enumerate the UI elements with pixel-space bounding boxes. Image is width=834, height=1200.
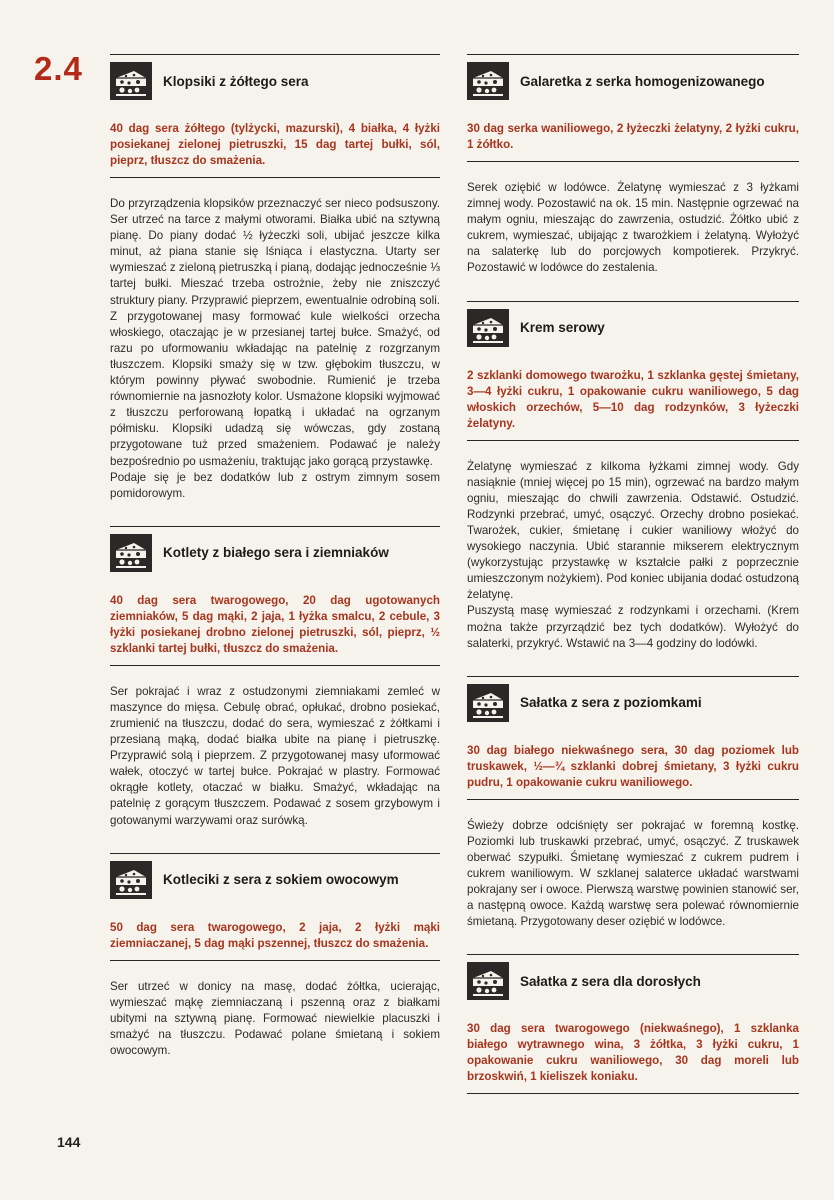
recipe-ingredients: 30 dag białego niekwaśnego sera, 30 dag poziomek lub truskawek, ½—¾ szklanki dobrej śmietany, 3 łyżki cukru pudru, 1 opakowanie cukru waniliowego. [467, 743, 799, 800]
recipe-ingredients: 30 dag sera twarogowego (niekwaśnego), 1 szklanka białego wytrawnego wina, 3 żółtka, 3 łyżki cukru, 1 opakowanie cukru waniliowego, 30 dag moreli lub brzoskwiń, 1 kieliszek koniaku. [467, 1021, 799, 1094]
divider [467, 301, 799, 302]
cheese-icon [467, 684, 509, 722]
recipe-title: Galaretka z serka homogenizowanego [520, 73, 765, 89]
divider [110, 526, 440, 527]
recipe-header [110, 533, 440, 573]
method-paragraph: Żelatynę wymieszać z kilkoma łyżkami zimnej wody. Gdy nasiąknie (mniej więcej po 15 min), ogrzewać na bardzo małym ogniu, mieszając do chwili zawrzenia. Odstawić. Ostudzić. Rodzynki przebrać, umyć, osączyć. Orzechy drobno posiekać. Twarożek, cukier, śmietanę i cukier waniliowy włożyć do wysokiego naczynia. Ubić starannie mikserem elektrycznym (wykorzystując przystawkę w kształcie pałki z poprzecznie umieszczonym nożykiem). Pod koniec ubijania dodać ostudzoną żelatynę. [467, 459, 799, 602]
recipe-method [110, 979, 440, 1059]
method-paragraph: Świeży dobrze odciśnięty ser pokrajać w foremną kostkę. Poziomki lub truskawki przebrać, umyć, osączyć. Z truskawek oberwać szypułki. Śmietanę wymieszać z cukrem pudrem i cukrem waniliowym. W szklanej salaterce układać warstwami pokrajany ser i owoce. Pierwszą warstwę powinien stanowić ser, a następną owoce. Każdą warstwę sera polewać równomiernie śmietaną. Przygotowany deser oziębić w lodówce. [467, 818, 799, 929]
method-paragraph: Ser pokrajać i wraz z ostudzonymi ziemniakami zemleć w maszynce do mięsa. Cebulę obrać, opłukać, drobno posiekać, zrumienić na tłuszczu, dodać do sera, wymieszać z żółtkami i przesianą mąką, dodać białka ubite na pianę i pietruszkę. Przyprawić solą i pieprzem. Z przygotowanej masy uformować wałek, otoczyć w tartej bułce. Pokrajać w plastry. Formować okrągłe kotlety, otaczać w białku. Smażyć, wkładając na patelnię z gorącym tłuszczem. Podawać z sosem grzybowym i gotowanymi warzywami oraz surówką. [110, 684, 440, 827]
divider [467, 676, 799, 677]
right-column [467, 54, 799, 1118]
right-recipe-1 [467, 301, 799, 652]
left-column [110, 54, 440, 1083]
recipe-ingredients: 30 dag serka waniliowego, 2 łyżeczki żelatyny, 2 łyżki cukru, 1 żółtko. [467, 121, 799, 162]
recipe-title: Krem serowy [520, 320, 605, 336]
left-recipe-1 [110, 526, 440, 829]
recipe-ingredients: 2 szklanki domowego twarożku, 1 szklanka gęstej śmietany, 3—4 łyżki cukru, 1 opakowanie cukru waniliowego, 5 dag włoskich orzechów, 5—10 dag rodzynków, 3 łyżeczki żelatyny. [467, 368, 799, 441]
left-recipe-0 [110, 54, 440, 502]
right-recipe-3 [467, 954, 799, 1094]
cheese-icon [110, 534, 152, 572]
recipe-ingredients: 50 dag sera twarogowego, 2 jaja, 2 łyżki mąki ziemniaczanej, 5 dag mąki pszennej, tłuszcz do smażenia. [110, 920, 440, 961]
method-paragraph: Podaje się je bez dodatków lub z ostrym zimnym sosem pomidorowym. [110, 470, 440, 500]
recipe-title: Sałatka z sera z poziomkami [520, 695, 702, 711]
recipe-header [467, 683, 799, 723]
cheese-icon [467, 309, 509, 347]
right-recipe-0 [467, 54, 799, 277]
recipe-method [467, 180, 799, 277]
method-paragraph: Do przyrządzenia klopsików przeznaczyć ser nieco podsuszony. Ser utrzeć na tarce z małymi otworami. Białka ubić na sztywną pianę. Do piany dodać ½ łyżeczki soli, ubijać jeszcze kilka minut, aż piana stanie się lśniąca i elastyczna. Utarty ser wymieszać z zieloną pietruszką i pianą, dodając jednocześnie ⅓ tartej bułki. Mieszać trzeba ostrożnie, żeby nie zniszczyć struktury piany. Przyprawić pieprzem, ewentualnie odrobiną soli. Z przygotowanej masy formować kule wielkości orzecha włoskiego, otaczając je w przesianej tartej bułce. Smażyć, od razu po uformowaniu wkładając na patelnię z rozgrzanym tłuszczem. Klopsiki smaży się w tzw. głębokim tłuszczu, w którym powinny pływać swobodnie. Rumienić je trzeba równomiernie na jasnozłoty kolor. Usmażone klopsiki wyjmować z tłuszczu perforowaną łopatką i układać na ogrzanym półmisku. Klopsiki udadzą się wówczas, gdy zostaną przygotowane tuż przed smażeniem. Podawać je należy bezpośrednio po usmażeniu, traktując jako gorącą przystawkę. [110, 197, 440, 468]
divider [467, 54, 799, 55]
recipe-header [467, 961, 799, 1001]
recipe-title: Klopsiki z żółtego sera [163, 73, 309, 89]
right-recipe-2 [467, 676, 799, 931]
recipe-header [467, 61, 799, 101]
method-paragraph: Ser utrzeć w donicy na masę, dodać żółtka, ucierając, wymieszać mąkę ziemniaczaną i pszenną oraz z białkami ubitymi na sztywną pianę. Formować niewielkie placuszki i smażyć na tłuszczu. Podawać polane śmietaną i sokiem owocowym. [110, 979, 440, 1057]
recipe-ingredients: 40 dag sera żółtego (tylżycki, mazurski), 4 białka, 4 łyżki posiekanej zielonej pietruszki, 15 dag tartej bułki, sól, pieprz, tłuszcz do smażenia. [110, 121, 440, 178]
recipe-header [110, 860, 440, 900]
page-number: 144 [57, 1134, 81, 1150]
recipe-method [467, 459, 799, 652]
divider [110, 54, 440, 55]
divider [467, 954, 799, 955]
left-recipe-2 [110, 853, 440, 1059]
cheese-icon [110, 861, 152, 899]
recipe-method [110, 196, 440, 502]
recipe-title: Kotleciki z sera z sokiem owocowym [163, 872, 399, 888]
recipe-header [467, 308, 799, 348]
cheese-icon [110, 62, 152, 100]
divider [110, 853, 440, 854]
cheese-icon [467, 962, 509, 1000]
recipe-header [110, 61, 440, 101]
recipe-method [110, 684, 440, 829]
method-paragraph: Puszystą masę wymieszać z rodzynkami i orzechami. (Krem można także przyrządzić bez tych dodatków). Wyłożyć do salaterki, przykryć. Wstawić na 3—4 godziny do lodówki. [467, 604, 799, 650]
method-paragraph: Serek oziębić w lodówce. Żelatynę wymieszać z 3 łyżkami zimnej wody. Pozostawić na ok. 15 min. Następnie ogrzewać na małym ogniu, mieszając do zawrzenia, ostudzić. Żółtko ubić z cukrem, wymieszać, ubijając z twarożkiem i żelatyną. Wyłożyć na salaterkę lub do porcjowych kompotierek. Przykryć. Pozostawić w lodówce do zestalenia. [467, 181, 799, 275]
recipe-ingredients: 40 dag sera twarogowego, 20 dag ugotowanych ziemniaków, 5 dag mąki, 2 jaja, 1 łyżka smalcu, 2 cebule, 3 łyżki posiekanej drobno zielonej pietruszki, sól, pieprz, ½ szklanki tartej bułki, tłuszcz do smażenia. [110, 593, 440, 666]
recipe-title: Kotlety z białego sera i ziemniaków [163, 545, 389, 561]
cheese-icon [467, 62, 509, 100]
recipe-method [467, 818, 799, 931]
section-number: 2.4 [34, 50, 83, 87]
recipe-title: Sałatka z sera dla dorosłych [520, 973, 701, 989]
